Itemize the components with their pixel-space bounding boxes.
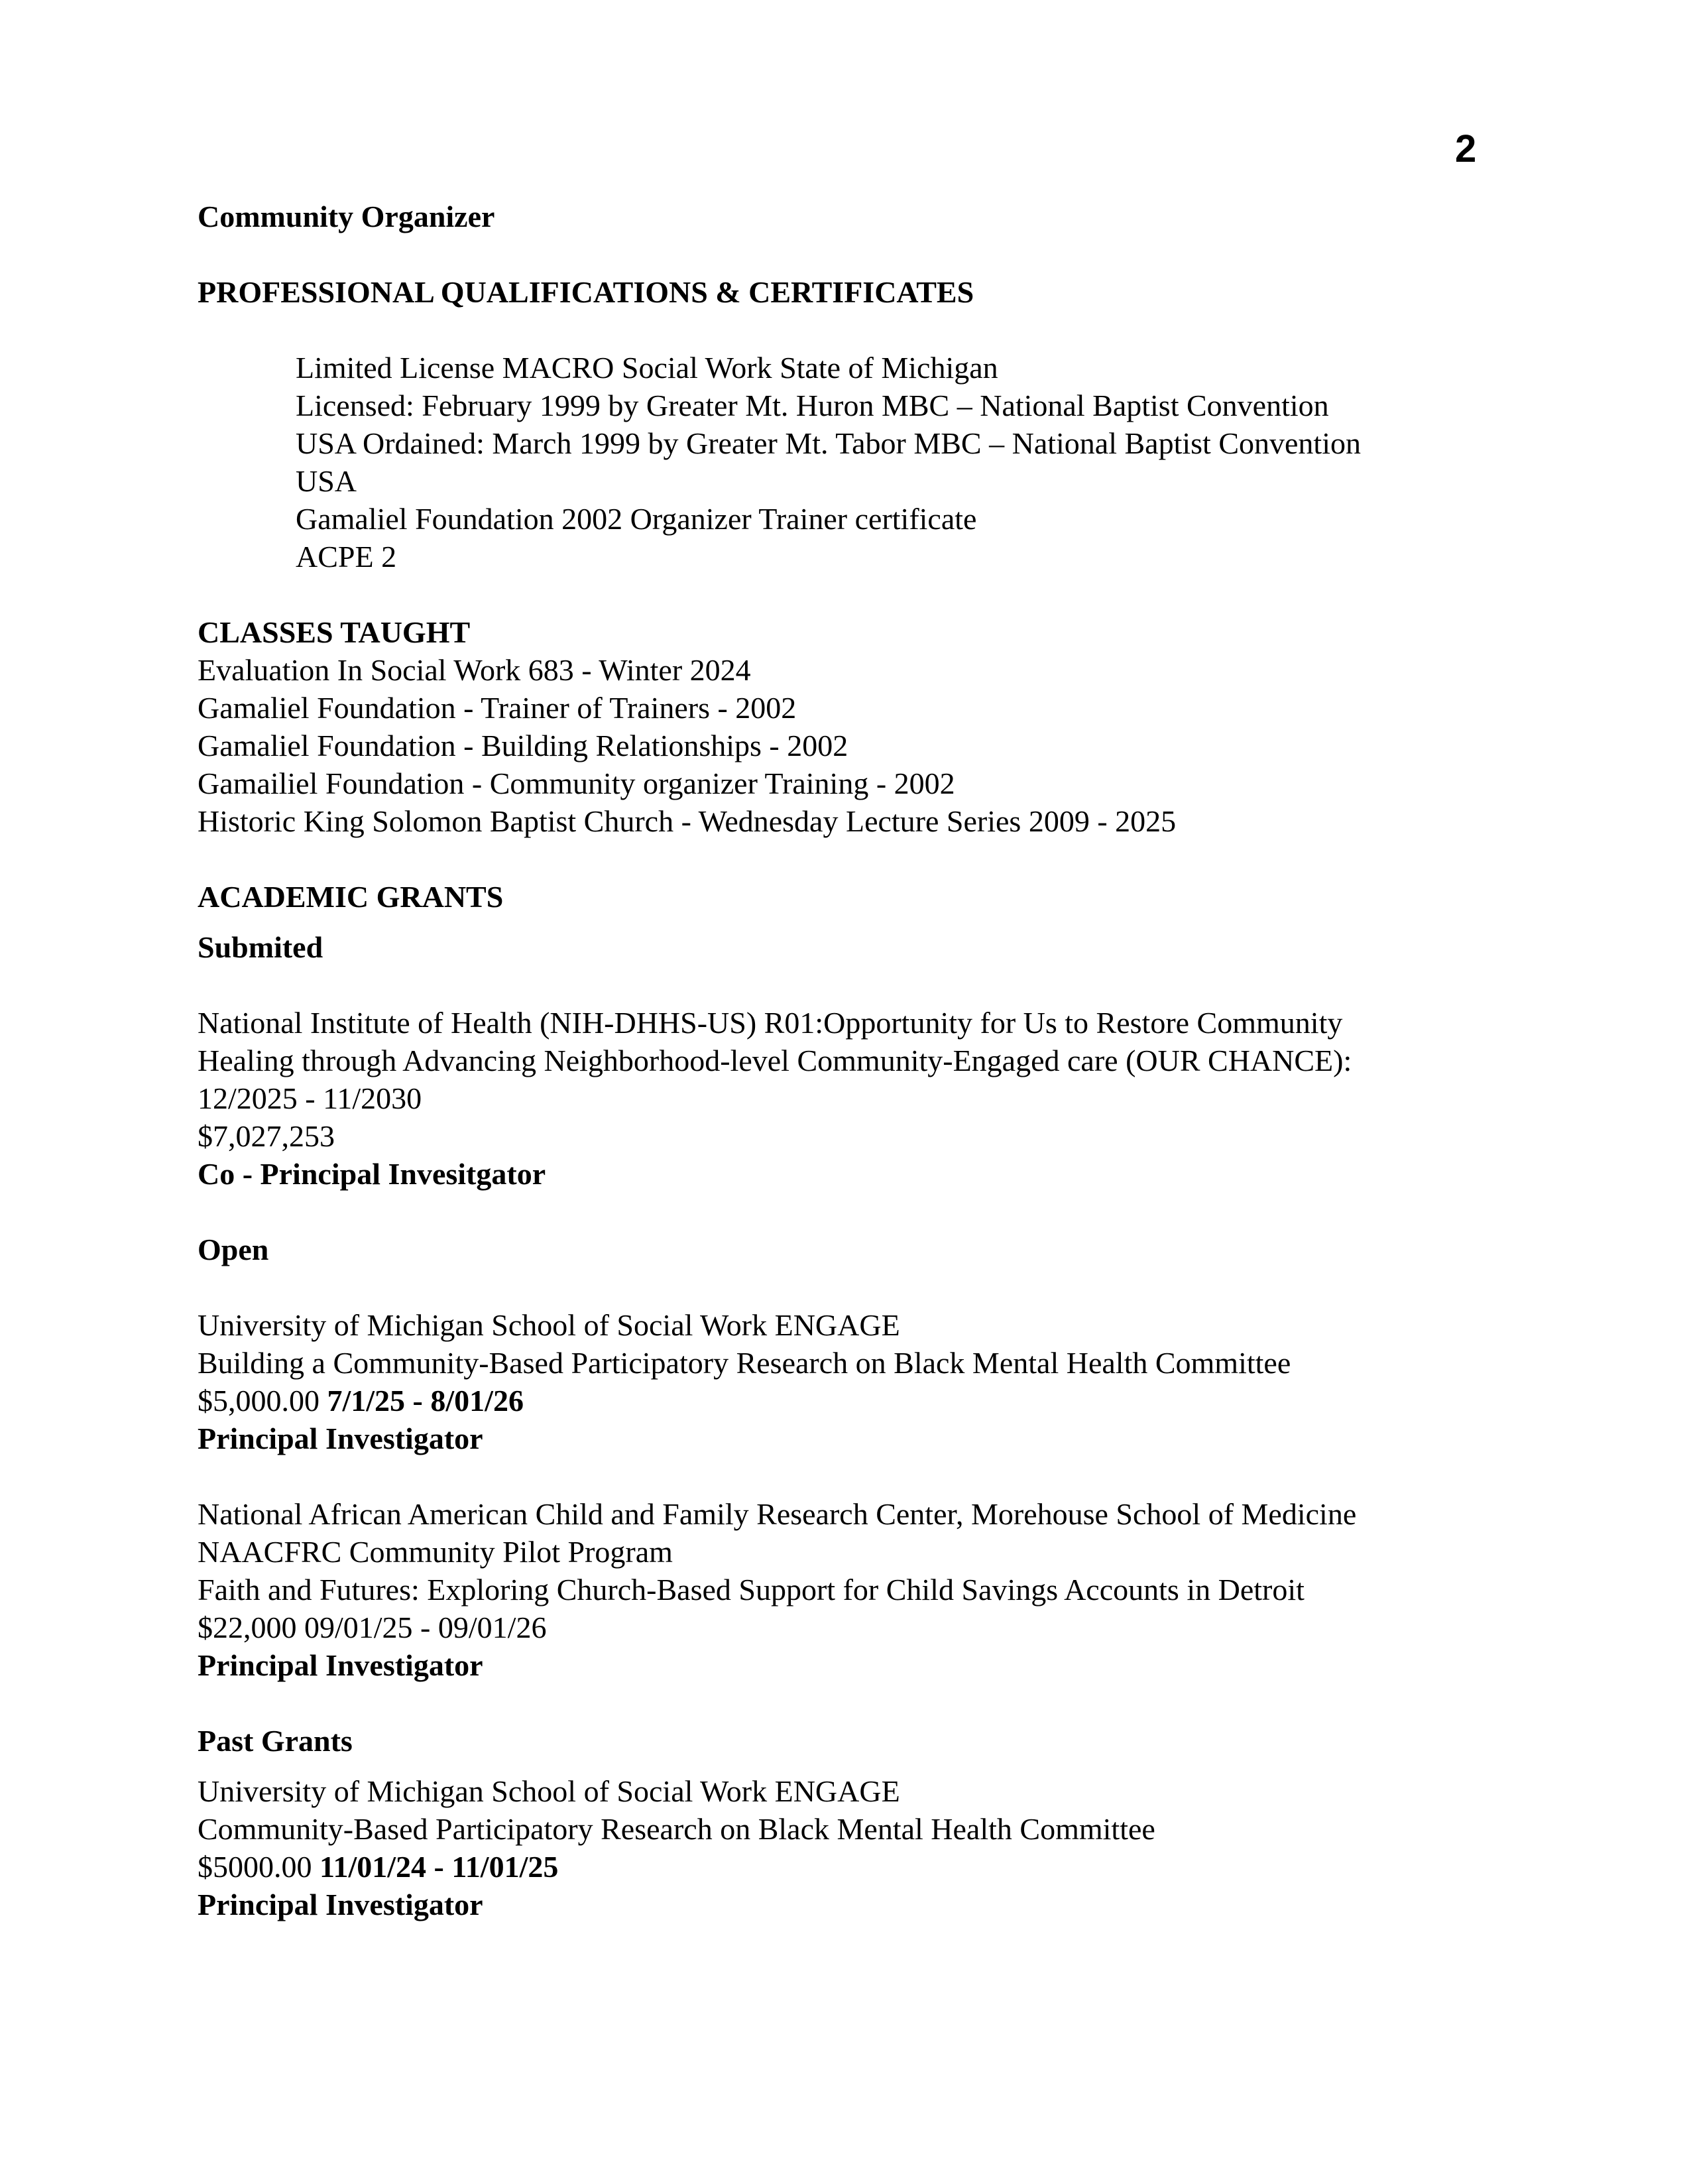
- grant-dates: 11/01/24 - 11/01/25: [320, 1850, 559, 1884]
- open-grant-line: National African American Child and Family Research Center, Morehouse School of Medicine: [198, 1497, 1357, 1531]
- qualification-line: USA Ordained: March 1999 by Greater Mt. Tabor MBC – National Baptist Convention: [296, 426, 1361, 460]
- submitted-grant-line: Healing through Advancing Neighborhood-level Community-Engaged care (OUR CHANCE):: [198, 1044, 1352, 1077]
- open-grant-role: Principal Investigator: [198, 1422, 483, 1455]
- class-line: Gamaliel Foundation - Trainer of Trainers - 2002: [198, 691, 797, 725]
- past-grant-amount-dates: [198, 1848, 1523, 1886]
- open-grant-amount-dates: [198, 1382, 1523, 1420]
- qualification-line: Licensed: February 1999 by Greater Mt. Huron MBC – National Baptist Convention: [296, 389, 1329, 422]
- document-body: [198, 198, 1523, 1923]
- class-line: Evaluation In Social Work 683 - Winter 2024: [198, 653, 751, 687]
- past-grant-line: Community-Based Participatory Research on Black Mental Health Committee: [198, 1812, 1155, 1846]
- grant-dates: 7/1/25 - 8/01/26: [327, 1384, 524, 1418]
- open-grant-line: NAACFRC Community Pilot Program: [198, 1535, 673, 1569]
- class-line: Gamaliel Foundation - Building Relationships - 2002: [198, 729, 848, 762]
- open-grant-amount-dates: $22,000 09/01/25 - 09/01/26: [198, 1610, 547, 1644]
- submitted-grant-role: Co - Principal Invesitgator: [198, 1157, 546, 1191]
- class-line: Gamailiel Foundation - Community organizer Training - 2002: [198, 766, 955, 800]
- open-subheading: Open: [198, 1233, 269, 1266]
- submitted-grant-amount: $7,027,253: [198, 1119, 335, 1153]
- role-title: Community Organizer: [198, 200, 495, 233]
- open-grant-role: Principal Investigator: [198, 1648, 483, 1682]
- past-subheading: Past Grants: [198, 1724, 353, 1758]
- grants-heading: ACADEMIC GRANTS: [198, 880, 504, 914]
- class-line: Historic King Solomon Baptist Church - Wednesday Lecture Series 2009 - 2025: [198, 804, 1177, 838]
- classes-heading: CLASSES TAUGHT: [198, 615, 471, 649]
- grant-amount: $5000.00: [198, 1850, 312, 1884]
- submitted-subheading: Submited: [198, 930, 323, 964]
- open-grant-line: University of Michigan School of Social Work ENGAGE: [198, 1308, 900, 1342]
- qualification-line: Gamaliel Foundation 2002 Organizer Trainer certificate: [296, 502, 977, 536]
- qualifications-list: [198, 349, 1523, 576]
- open-grant-line: Building a Community-Based Participatory Research on Black Mental Health Committee: [198, 1346, 1291, 1380]
- open-grant-line: Faith and Futures: Exploring Church-Based Support for Child Savings Accounts in Detroit: [198, 1573, 1305, 1607]
- page-number: 2: [1455, 127, 1477, 170]
- qualification-line: USA: [296, 464, 357, 498]
- qualifications-heading: PROFESSIONAL QUALIFICATIONS & CERTIFICATES: [198, 275, 974, 309]
- qualification-line: ACPE 2: [296, 540, 397, 574]
- past-grant-line: University of Michigan School of Social Work ENGAGE: [198, 1774, 900, 1808]
- submitted-grant-line: 12/2025 - 11/2030: [198, 1081, 422, 1115]
- submitted-grant-line: National Institute of Health (NIH-DHHS-US) R01:Opportunity for Us to Restore Community: [198, 1006, 1343, 1040]
- grant-amount: $5,000.00: [198, 1384, 320, 1418]
- past-grant-role: Principal Investigator: [198, 1888, 483, 1921]
- qualification-line: Limited License MACRO Social Work State of Michigan: [296, 351, 998, 385]
